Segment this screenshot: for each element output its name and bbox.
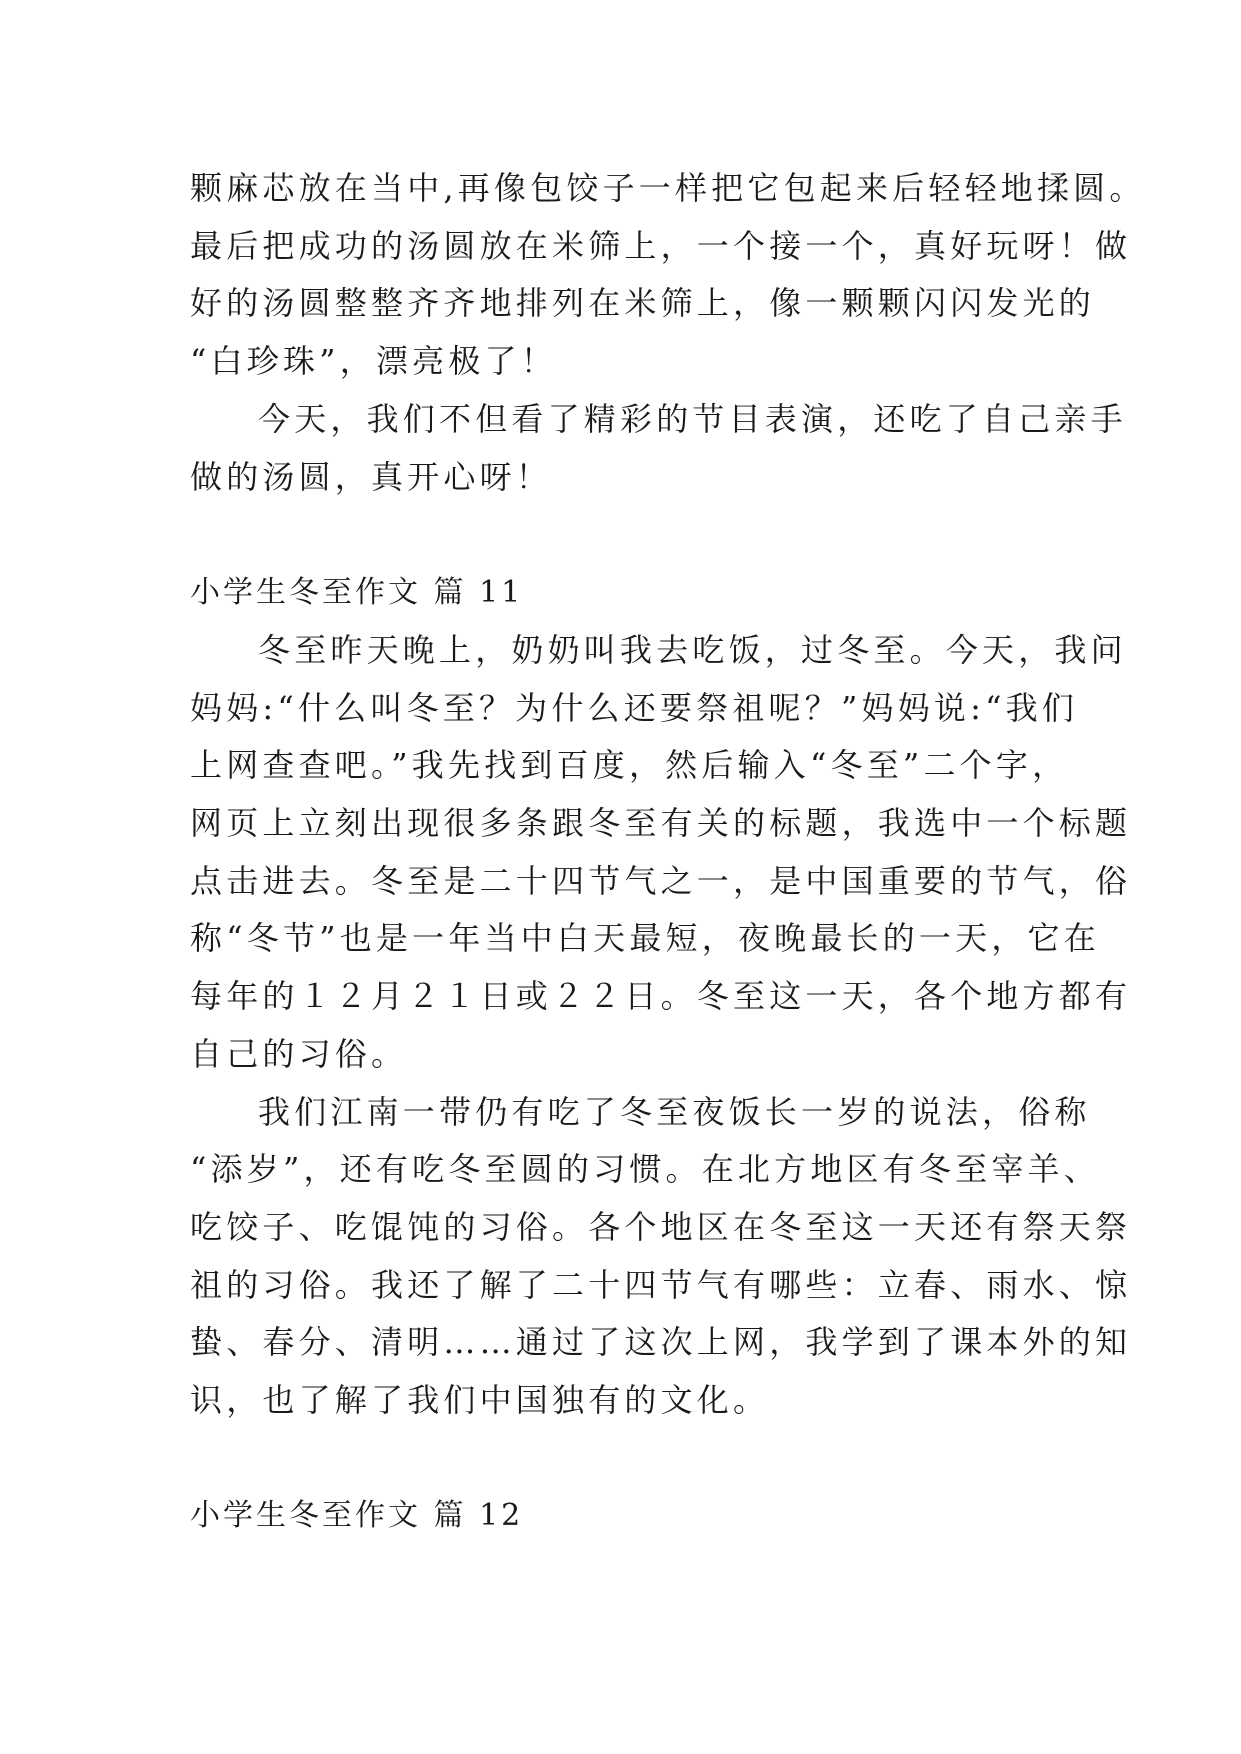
paragraph-line: 识，也了解了我们中国独有的文化。 — [190, 1381, 770, 1419]
paragraph-line: 冬至昨天晚上，奶奶叫我去吃饭，过冬至。今天，我问 — [258, 631, 1127, 669]
paragraph-line: 每年的１２月２１日或２２日。冬至这一天，各个地方都有 — [190, 977, 1132, 1015]
paragraph-line: 祖的习俗。我还了解了二十四节气有哪些：立春、雨水、惊 — [190, 1266, 1132, 1304]
paragraph-line: 今天，我们不但看了精彩的节目表演，还吃了自己亲手 — [258, 400, 1127, 438]
paragraph-line: 点击进去。冬至是二十四节气之一，是中国重要的节气，俗 — [190, 862, 1132, 900]
paragraph-line: 好的汤圆整整齐齐地排列在米筛上，像一颗颗闪闪发光的 — [190, 284, 1096, 322]
paragraph-line: 我们江南一带仍有吃了冬至夜饭长一岁的说法，俗称 — [258, 1093, 1091, 1131]
paragraph-line: 上网查查吧。”我先找到百度，然后输入“冬至”二个字， — [190, 746, 1069, 784]
paragraph-line: 自己的习俗。 — [190, 1035, 408, 1073]
paragraph-line: 网页上立刻出现很多条跟冬至有关的标题，我选中一个标题 — [190, 804, 1132, 842]
paragraph-line: 最后把成功的汤圆放在米筛上，一个接一个，真好玩呀！做 — [190, 227, 1132, 265]
paragraph-line: “白珍珠”，漂亮极了！ — [190, 342, 557, 380]
paragraph-line: 称“冬节”也是一年当中白天最短，夜晚最长的一天，它在 — [190, 919, 1100, 957]
paragraph-line: 妈妈:“什么叫冬至？为什么还要祭祖呢？”妈妈说:“我们 — [190, 689, 1079, 727]
section-title: 小学生冬至作文 篇 11 — [190, 575, 524, 610]
paragraph-line: 颗麻芯放在当中,再像包饺子一样把它包起来后轻轻地揉圆。 — [190, 169, 1146, 207]
paragraph-line: “添岁”，还有吃冬至圆的习惯。在北方地区有冬至宰羊、 — [190, 1150, 1100, 1188]
paragraph-line: 做的汤圆，真开心呀！ — [190, 458, 553, 496]
paragraph-line: 吃饺子、吃馄饨的习俗。各个地区在冬至这一天还有祭天祭 — [190, 1208, 1132, 1246]
paragraph-line: 蛰、春分、清明……通过了这次上网，我学到了课本外的知 — [190, 1323, 1132, 1361]
section-title: 小学生冬至作文 篇 12 — [190, 1498, 524, 1533]
